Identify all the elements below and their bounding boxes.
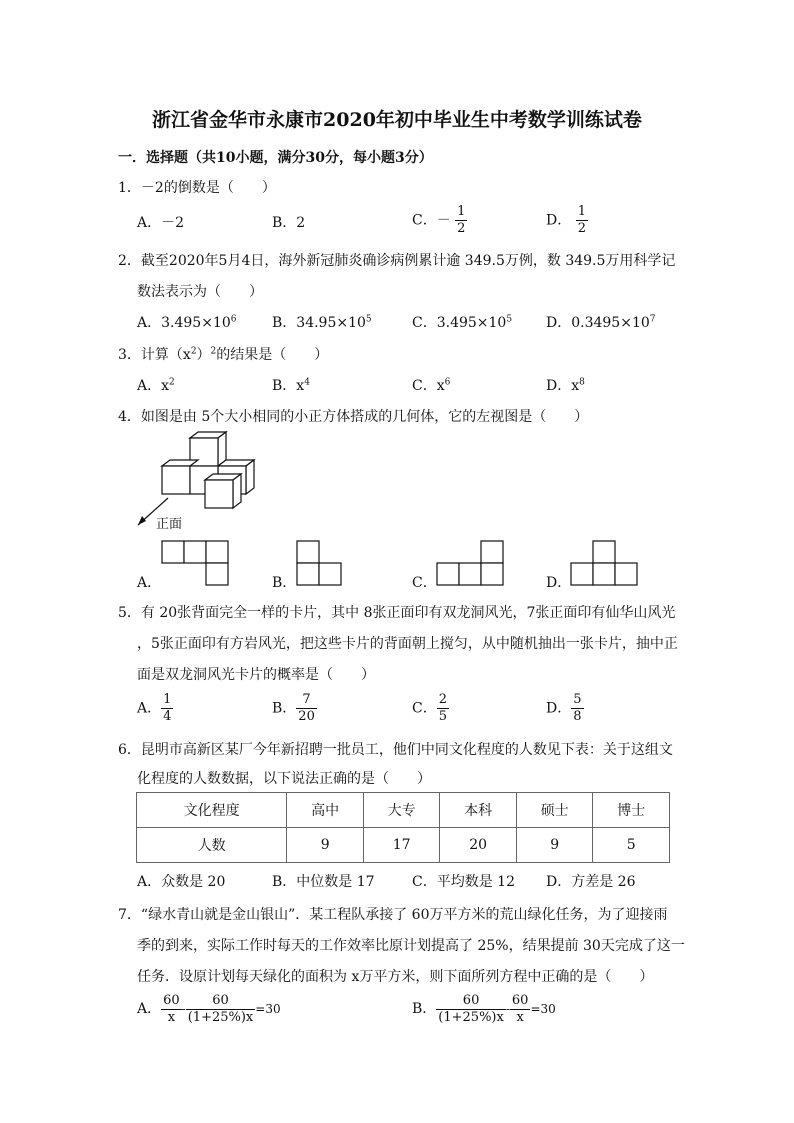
q5-c-label: C． — [412, 700, 437, 717]
q7-b-n1: 60 — [436, 993, 506, 1010]
q7-b-frac2 — [510, 993, 531, 1026]
q7-a-d2: (1+25%)x — [187, 1010, 254, 1025]
q7-a-n1: 60 — [163, 993, 180, 1008]
table-cell: 9 — [516, 828, 593, 863]
question-6-stem-line2: 化程度的人数数据，以下说法正确的是（ ） — [137, 771, 431, 787]
q6-option-a: A．众数是 20 — [137, 874, 226, 890]
q2-a-exp: 6 — [230, 314, 237, 325]
q4-option-c-label: C． — [412, 575, 437, 591]
table-cell: 20 — [440, 828, 517, 863]
q5-b-label: B． — [272, 700, 297, 717]
table-header-cell: 硕士 — [516, 793, 593, 828]
q7-a-minus: - — [181, 1002, 186, 1016]
q6-option-b: B．中位数是 17 — [272, 874, 375, 890]
q5-a-den: 4 — [163, 709, 172, 724]
q3-d-exp: 8 — [579, 377, 585, 388]
q5-a-num: 1 — [163, 692, 172, 707]
q2-c-base: C．3.495×10 — [412, 315, 507, 331]
q4-option-a-figure — [161, 540, 231, 586]
q4-option-d-label: D． — [546, 575, 572, 591]
q7-a-rhs: =30 — [255, 1002, 281, 1016]
q1-option-c — [412, 204, 467, 237]
q3-a-text: A．x — [137, 378, 170, 394]
education-table — [136, 792, 670, 863]
q2-option-a — [137, 312, 236, 332]
q5-a-fraction — [161, 692, 173, 725]
table-header-cell: 文化程度 — [137, 793, 287, 828]
q1-d-fraction — [576, 204, 588, 237]
q2-option-b — [272, 312, 372, 332]
q3-c-text: C．x — [412, 378, 445, 394]
question-5-stem-line2: ，5张正面印有方岩风光，把这些卡片的背面朝上搅匀，从中随机抽出一张卡片，抽中正 — [137, 636, 678, 652]
q2-d-exp: 7 — [649, 314, 656, 325]
q1-d-den: 2 — [577, 221, 586, 236]
q7-b-n2: 60 — [511, 993, 529, 1008]
q7-a-n2: 60 — [186, 993, 256, 1010]
table-cell: 人数 — [137, 828, 287, 863]
question-7-stem-line1: 7．“绿水青山就是金山银山”．某工程队承接了 60万平方米的荒山绿化任务，为了迎接雨 — [118, 907, 668, 923]
table-header-cell: 大专 — [363, 793, 440, 828]
question-6-stem-line1: 6．昆明市高新区某厂今年新招聘一批员工，他们中同文化程度的人数见下表：关于这组文 — [118, 742, 673, 758]
q7-b-d1: (1+25%)x — [438, 1010, 504, 1025]
q1-d-num: 1 — [577, 204, 586, 219]
q7-b-frac1 — [436, 993, 506, 1026]
q2-d-base: D．0.3495×10 — [546, 315, 650, 331]
q5-c-den: 5 — [438, 709, 447, 724]
q5-option-c — [412, 692, 449, 725]
q2-b-base: B．34.95×10 — [272, 315, 366, 331]
q3-stem-exp1: 2 — [190, 346, 197, 357]
q3-option-b — [272, 375, 310, 395]
q7-option-b — [412, 993, 556, 1026]
q3-stem-c: 的结果是（ ） — [216, 347, 329, 363]
table-cell: 5 — [593, 828, 670, 863]
q2-c-exp: 5 — [506, 314, 513, 325]
q1-c-num: 1 — [457, 204, 466, 219]
q7-a-frac2 — [186, 993, 256, 1026]
q1-option-b: B．2 — [272, 215, 306, 231]
q3-c-exp: 6 — [444, 377, 451, 388]
q5-d-label: D． — [546, 700, 572, 717]
q5-b-den: 20 — [298, 709, 315, 724]
q4-option-b-figure — [296, 540, 344, 586]
q1-option-a: A．－2 — [137, 215, 185, 231]
q3-d-text: D．x — [546, 378, 580, 394]
q7-b-label: B． — [412, 1001, 437, 1017]
table-header-cell: 高中 — [287, 793, 364, 828]
q5-b-fraction — [296, 692, 317, 725]
q6-option-c: C．平均数是 12 — [412, 874, 515, 890]
q7-b-rhs: =30 — [530, 1002, 556, 1016]
q3-b-text: B．x — [272, 378, 305, 394]
q2-b-exp: 5 — [365, 314, 372, 325]
q1-c-fraction — [455, 204, 467, 237]
q2-option-d — [546, 312, 656, 332]
q3-stem-a: 3．计算（x — [118, 347, 191, 363]
q3-option-a — [137, 375, 175, 395]
table-header-row — [137, 793, 670, 828]
front-view-label: 正面 — [156, 517, 183, 532]
question-2-stem-line2: 数法表示为（ ） — [137, 284, 263, 300]
question-7-stem-line2: 季的到来，实际工作时每天的工作效率比原计划提高了 25%，结果提前 30天完成了这一 — [137, 938, 685, 954]
section-heading: 一．选择题（共10小题，满分30分，每小题3分） — [118, 150, 433, 166]
q1-c-den: 2 — [457, 221, 466, 236]
q4-option-d-figure — [570, 540, 640, 586]
q6-option-d: D．方差是 26 — [546, 874, 636, 890]
q3-stem-b: ） — [196, 347, 211, 363]
q7-a-frac1 — [161, 993, 182, 1026]
page-title: 浙江省金华市永康市2020年初中毕业生中考数学训练试卷 — [152, 109, 642, 131]
q3-a-exp: 2 — [169, 377, 175, 388]
q4-option-b-label: B． — [272, 575, 297, 591]
table-cell: 9 — [287, 828, 364, 863]
q5-c-fraction — [437, 692, 449, 725]
question-4-stem: 4．如图是由 5个大小相同的小正方体搭成的几何体，它的左视图是（ ） — [118, 409, 589, 425]
q7-a-label: A． — [137, 1001, 162, 1017]
q7-a-d1: x — [167, 1010, 176, 1025]
q2-a-base: A．3.495×10 — [137, 315, 231, 331]
question-7-stem-line3: 任务．设原计划每天绿化的面积为 x万平方米，则下面所列方程中正确的是（ ） — [137, 969, 654, 985]
q2-option-c — [412, 312, 512, 332]
q4-option-a-label: A． — [137, 575, 162, 591]
question-5-stem-line1: 5．有 20张背面完全一样的卡片，其中 8张正面印有双龙洞风光，7张正面印有仙华山风光 — [118, 605, 676, 621]
q3-stem-exp2: 2 — [210, 346, 217, 357]
q5-d-den: 8 — [573, 709, 582, 724]
q7-b-minus: - — [505, 1002, 510, 1016]
table-row — [137, 828, 670, 863]
q5-d-num: 5 — [573, 692, 582, 707]
q1-d-label: D． — [546, 212, 572, 229]
q5-c-num: 2 — [438, 692, 447, 707]
q4-option-c-figure — [436, 540, 506, 586]
question-1-stem: 1．－2的倒数是（ ） — [118, 180, 276, 196]
q7-b-d2: x — [516, 1010, 524, 1025]
q5-a-label: A． — [137, 700, 162, 717]
q7-option-a — [137, 993, 281, 1026]
cube-solid-figure — [130, 430, 270, 535]
question-5-stem-line3: 面是双龙洞风光卡片的概率是（ ） — [137, 667, 375, 683]
table-header-cell: 本科 — [440, 793, 517, 828]
q5-option-d — [546, 692, 584, 725]
q3-option-c — [412, 375, 450, 395]
q3-b-exp: 4 — [304, 377, 310, 388]
q5-d-fraction — [571, 692, 583, 725]
q3-option-d — [546, 375, 585, 395]
q5-option-a — [137, 692, 173, 725]
q5-option-b — [272, 692, 317, 725]
question-2-stem-line1: 2．截至2020年5月4日，海外新冠肺炎确诊病例累计逾 349.5万例，数 349.5万用科学记 — [118, 253, 676, 269]
table-header-cell: 博士 — [593, 793, 670, 828]
q5-b-num: 7 — [296, 692, 317, 709]
question-3-stem — [118, 344, 328, 364]
q1-c-label: C．－ — [412, 212, 451, 229]
table-cell: 17 — [363, 828, 440, 863]
q1-option-d — [546, 204, 588, 237]
